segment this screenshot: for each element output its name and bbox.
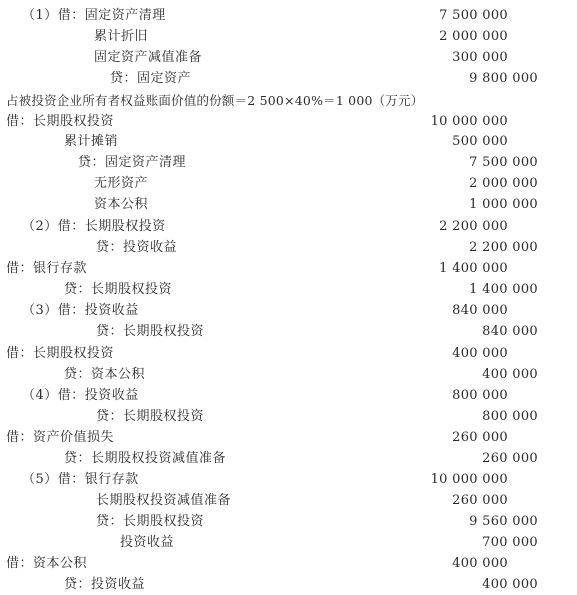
- account-label: （1）借：固定资产清理: [22, 8, 166, 23]
- account-label: （2）借：长期股权投资: [22, 219, 166, 234]
- credit-amount: 7 500 000: [469, 155, 538, 170]
- account-label: 借：银行存款: [6, 261, 88, 276]
- debit-amount: 400 000: [452, 346, 508, 361]
- credit-amount: 700 000: [482, 535, 538, 550]
- debit-amount: 260 000: [452, 493, 508, 508]
- journal-line: [0, 469, 577, 490]
- account-label: 贷：长期股权投资: [96, 324, 205, 339]
- debit-amount: 7 500 000: [439, 8, 508, 23]
- account-label: 贷：资本公积: [64, 367, 146, 382]
- journal-line: [0, 173, 577, 194]
- account-label: 贷：固定资产清理: [78, 155, 187, 170]
- journal-line: [0, 406, 577, 427]
- account-label: 长期股权投资减值准备: [96, 493, 232, 508]
- account-label: 借：资本公积: [6, 556, 88, 571]
- debit-amount: 400 000: [452, 556, 508, 571]
- debit-amount: 1 400 000: [439, 261, 508, 276]
- debit-amount: 840 000: [452, 303, 508, 318]
- journal-line: [0, 343, 577, 364]
- account-label: （5）借：银行存款: [22, 472, 139, 487]
- journal-line: [0, 364, 577, 385]
- journal-line: [0, 490, 577, 511]
- debit-amount: 10 000 000: [430, 472, 508, 487]
- debit-amount: 800 000: [452, 388, 508, 403]
- account-label: 借：长期股权投资: [6, 114, 115, 129]
- debit-amount: 10 000 000: [430, 114, 508, 129]
- journal-line: [0, 237, 577, 258]
- journal-line: [0, 427, 577, 448]
- account-label: 固定资产减值准备: [94, 50, 203, 65]
- account-label: 投资收益: [120, 535, 175, 550]
- journal-line: [0, 258, 577, 279]
- debit-amount: 2 000 000: [439, 29, 508, 44]
- credit-amount: 9 800 000: [469, 71, 538, 86]
- account-label: 贷：固定资产: [110, 71, 192, 86]
- debit-amount: 500 000: [452, 134, 508, 149]
- debit-amount: 300 000: [452, 50, 508, 65]
- debit-amount: 260 000: [452, 430, 508, 445]
- journal-line: [0, 321, 577, 342]
- calculation-note: 占被投资企业所有者权益账面价值的份额＝2 500×40%＝1 000（万元）: [6, 93, 424, 108]
- account-label: 借：长期股权投资: [6, 346, 115, 361]
- debit-amount: 2 200 000: [439, 219, 508, 234]
- journal-line: [0, 5, 577, 26]
- credit-amount: 2 200 000: [469, 240, 538, 255]
- account-label: 贷：投资收益: [64, 577, 146, 592]
- journal-line: [0, 511, 577, 532]
- credit-amount: 1 400 000: [469, 282, 538, 297]
- journal-line: [0, 385, 577, 406]
- account-label: 借：资产价值损失: [6, 430, 115, 445]
- journal-line: [0, 553, 577, 574]
- journal-line: [0, 111, 577, 132]
- credit-amount: 9 560 000: [469, 514, 538, 529]
- account-label: 贷：长期股权投资减值准备: [64, 451, 227, 466]
- journal-line: [0, 300, 577, 321]
- journal-line: [0, 194, 577, 215]
- account-label: （4）借：投资收益: [22, 388, 139, 403]
- journal-line: [0, 26, 577, 47]
- account-label: 累计摊销: [64, 134, 119, 149]
- account-label: 贷：投资收益: [96, 240, 178, 255]
- account-label: 贷：长期股权投资: [64, 282, 173, 297]
- journal-line: [0, 47, 577, 68]
- journal-line: [0, 216, 577, 237]
- journal-line: [0, 532, 577, 553]
- journal-line: [0, 131, 577, 152]
- account-label: 贷：长期股权投资: [96, 409, 205, 424]
- account-label: 累计折旧: [94, 29, 149, 44]
- credit-amount: 260 000: [482, 451, 538, 466]
- journal-line: [0, 90, 577, 111]
- credit-amount: 840 000: [482, 324, 538, 339]
- account-label: 贷：长期股权投资: [96, 514, 205, 529]
- credit-amount: 400 000: [482, 577, 538, 592]
- account-label: 无形资产: [94, 176, 149, 191]
- journal-line: [0, 574, 577, 595]
- account-label: 资本公积: [94, 197, 149, 212]
- journal-line: [0, 448, 577, 469]
- journal-line: [0, 279, 577, 300]
- journal-line: [0, 152, 577, 173]
- account-label: （3）借：投资收益: [22, 303, 139, 318]
- credit-amount: 800 000: [482, 409, 538, 424]
- credit-amount: 1 000 000: [469, 197, 538, 212]
- credit-amount: 2 000 000: [469, 176, 538, 191]
- journal-line: [0, 68, 577, 89]
- credit-amount: 400 000: [482, 367, 538, 382]
